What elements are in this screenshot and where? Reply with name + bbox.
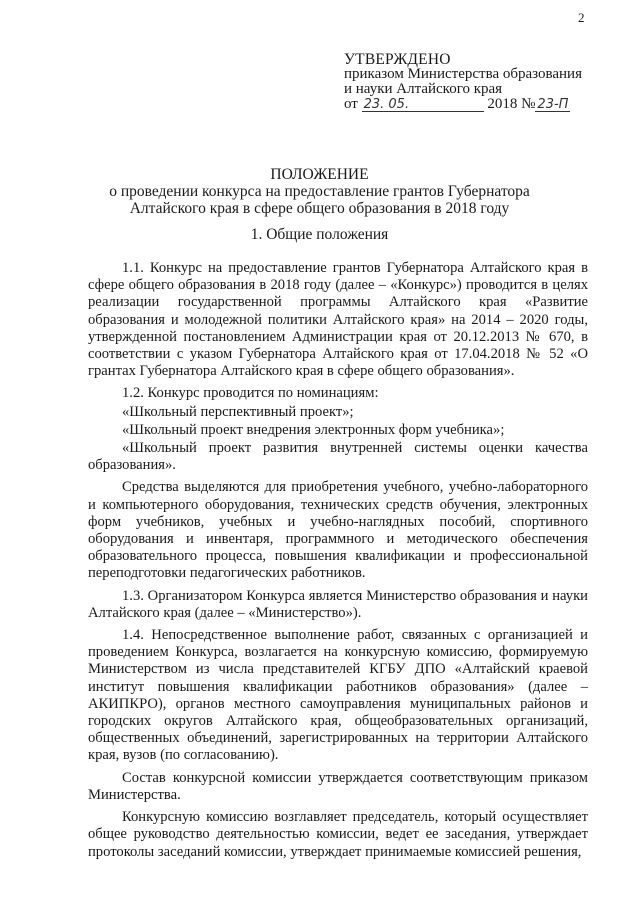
approval-year: 2018 № [487, 96, 536, 112]
approval-date-line [344, 97, 582, 112]
paragraph: 1.3. Организатором Конкурса является Министерство образования и науки Алтайского края (далее – «Министерство»). [88, 587, 588, 621]
title-main: ПОЛОЖЕНИЕ [270, 166, 369, 183]
paragraph: «Школьный перспективный проект»; [122, 403, 354, 420]
title-line-1: о проведении конкурса на предоставление грантов Губернатора [109, 183, 530, 200]
handwritten-number: 23-П [537, 97, 569, 112]
handwritten-date: 23. 05. [362, 99, 484, 112]
paragraph: 1.1. Конкурс на предоставление грантов Губернатора Алтайского края в сфере общего образования в 2018 году (далее – «Конкурс») проводится в целях реализации государственной программы Алтайского края «Развитие образования и молодежной политики Алтайского края» на 2014 – 2020 годы, утвержденной постановлением Администрации края от 20.12.2013 № 670, в соответствии с указом Губернатора Алтайского края от 17.04.2018 № 52 «О грантах Губернатора Алтайского края в сфере общего образования». [88, 260, 588, 380]
document-body [88, 260, 588, 866]
approval-from: от [344, 96, 358, 112]
approval-line-1: приказом Министерства образования [344, 66, 582, 82]
paragraph: Состав конкурсной комиссии утверждается соответствующим приказом Министерства. [88, 769, 588, 803]
paragraph: 1.4. Непосредственное выполнение работ, связанных с организацией и проведением Конкурса, возлагается на конкурсную комиссию, формируемую Министерством из числа представителей КГБУ ДПО «Алтайский краевой институт повышения квалификации работников образования» (далее – АКИПКРО), органов местного самоуправления муниципальных районов и городских округов Алтайского края, общеобразовательных организаций, общественных объединений, зарегистрированных на территории Алтайского края, вузов (по согласованию). [88, 627, 588, 764]
paragraph: «Школьный проект развития внутренней системы оценки качества образования». [88, 440, 588, 474]
section-heading: 1. Общие положения [250, 226, 389, 243]
approval-stamp [344, 52, 582, 112]
approval-line-2: и науки Алтайского края [344, 81, 503, 97]
paragraph: Средства выделяются для приобретения учебного, учебно-лабораторного и компьютерного оборудования, технических средств обучения, электронных форм учебников, учебных и учебно-наглядных пособий, спортивного оборудования и инвентаря, программного и методического обеспечения образовательного процесса, повышения квалификации и профессиональной переподготовки педагогических работников. [88, 479, 588, 582]
title-line-2: Алтайского края в сфере общего образования в 2018 году [129, 200, 510, 217]
paragraph: «Школьный проект внедрения электронных форм учебника»; [122, 421, 505, 438]
page-number: 2 [578, 10, 585, 25]
document-title [0, 166, 639, 217]
paragraph: 1.2. Конкурс проводится по номинациям: [122, 385, 379, 402]
approval-heading: УТВЕРЖДЕНО [344, 51, 451, 68]
paragraph: Конкурсную комиссию возглавляет председатель, который осуществляет общее руководство деятельностью комиссии, ведет ее заседания, утверждает протоколы заседаний комиссии, утверждает принимаемые комиссией решения, [88, 809, 588, 860]
